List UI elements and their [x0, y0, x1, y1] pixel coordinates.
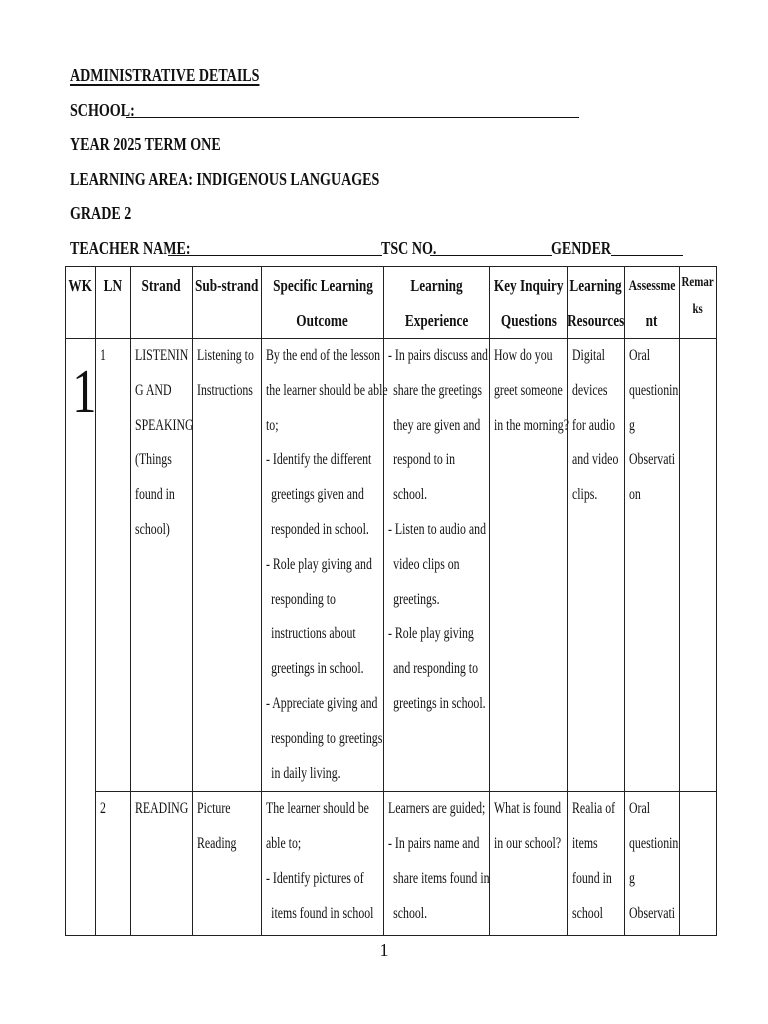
cell-line: school	[572, 904, 603, 922]
strand-cell	[131, 792, 193, 936]
cell-line: READING	[135, 800, 189, 818]
strand-cell	[131, 339, 193, 792]
cell-line: Observati	[629, 451, 676, 469]
tsc-label: TSC NO.	[381, 237, 437, 258]
header-substrand: Sub-strand	[193, 267, 262, 339]
cell-line: share items found in	[393, 869, 490, 887]
cell-line: Observati	[629, 904, 676, 922]
administrative-details	[70, 58, 730, 265]
week-cell	[66, 339, 96, 936]
cell-line: - Identify the different	[266, 451, 372, 469]
scheme-of-work-table	[65, 266, 717, 936]
remarks-cell	[680, 792, 717, 936]
cell-line: found in	[135, 486, 175, 504]
teacher-blank	[168, 241, 382, 256]
cell-line: - Identify pictures of	[266, 869, 364, 887]
cell-line: instructions about	[271, 625, 356, 643]
cell-line: Oral	[629, 347, 651, 364]
header-ln: LN	[96, 267, 131, 339]
cell-line: - Listen to audio and	[388, 520, 486, 538]
header-remarks: Remar ks	[680, 267, 717, 339]
table-row	[66, 339, 717, 792]
outcome-cell	[262, 339, 388, 792]
cell-line: g	[629, 869, 635, 887]
cell-line: By the end of the lesson	[266, 347, 381, 364]
header-outcome: Specific Learning Outcome	[262, 267, 384, 339]
resources-cell	[568, 792, 625, 936]
header-strand: Strand	[131, 267, 193, 339]
cell-line: responding to greetings	[271, 729, 383, 747]
header-wk: WK	[66, 267, 96, 339]
admin-title-line	[70, 58, 730, 93]
cell-line: they are given and	[393, 416, 481, 434]
header-questions: Key Inquiry Questions	[490, 267, 568, 339]
cell-line: video clips on	[393, 555, 460, 573]
cell-line: greetings in school.	[271, 660, 364, 678]
grade: GRADE 2	[70, 203, 132, 223]
cell-line: greetings.	[393, 590, 440, 608]
cell-line: devices	[572, 381, 608, 399]
cell-line: 1	[100, 347, 106, 364]
cell-line: clips.	[572, 486, 598, 504]
cell-line: responded in school.	[271, 520, 369, 538]
header-experience: Learning Experience	[384, 267, 490, 339]
cell-line: for audio	[572, 416, 616, 434]
cell-line: items found in school	[271, 904, 374, 922]
cell-line: Listening to	[197, 347, 254, 364]
cell-line: (Things	[135, 451, 172, 469]
assessment-cell	[625, 339, 680, 792]
header-resources: Learning Resources	[568, 267, 625, 339]
cell-line: school)	[135, 520, 170, 538]
grade-line	[70, 196, 730, 231]
substrand-cell	[193, 792, 262, 936]
assessment-cell	[625, 792, 680, 936]
questions-cell	[490, 792, 568, 936]
school-line	[70, 93, 730, 128]
cell-line: What is found	[494, 800, 562, 818]
learning-area-line	[70, 162, 730, 197]
cell-line: greetings in school.	[393, 694, 486, 712]
cell-line: - Role play giving and	[266, 555, 372, 573]
gender-label: GENDER	[551, 237, 612, 258]
cell-line: on	[629, 486, 641, 504]
teacher-line	[70, 231, 730, 266]
cell-line: LISTENIN	[135, 347, 189, 364]
cell-line: g	[629, 416, 635, 434]
school-blank	[126, 103, 579, 118]
cell-line: Picture	[197, 800, 231, 818]
cell-line: items	[572, 835, 598, 853]
outcome-cell	[262, 792, 384, 936]
page-number: 1	[379, 940, 389, 960]
experience-cell	[384, 792, 490, 936]
cell-line: - In pairs name and	[388, 835, 480, 853]
cell-line: The learner should be	[266, 800, 369, 818]
cell-line: Oral	[629, 800, 651, 818]
cell-line: Digital	[572, 347, 605, 364]
cell-line: in our school?	[494, 835, 562, 853]
cell-line: questionin	[629, 835, 679, 853]
year-term-line	[70, 127, 730, 162]
cell-line: Reading	[197, 835, 237, 853]
cell-line: 2	[100, 800, 106, 818]
cell-line: - Role play giving	[388, 625, 474, 643]
header-assessment: Assessme nt	[625, 267, 680, 339]
cell-line: share the greetings	[393, 381, 482, 399]
substrand-cell	[193, 339, 262, 792]
school-label: SCHOOL:	[70, 99, 135, 120]
cell-line: responding to	[271, 590, 336, 608]
cell-line: found in	[572, 869, 612, 887]
cell-line: greetings given and	[271, 486, 364, 504]
experience-cell	[384, 339, 490, 792]
cell-line: SPEAKING	[135, 416, 194, 434]
cell-line: greet someone	[494, 381, 563, 399]
cell-line: Instructions	[197, 381, 253, 399]
remarks-cell	[680, 339, 717, 792]
cell-line: Learners are guided;	[388, 800, 486, 818]
table-header-row	[66, 267, 717, 339]
week-number: 1	[72, 358, 97, 426]
ln-cell	[96, 792, 131, 936]
cell-line: in the morning?	[494, 416, 569, 434]
teacher-label: TEACHER NAME:	[70, 237, 191, 258]
table-row	[66, 792, 717, 936]
cell-line: Realia of	[572, 800, 616, 818]
gender-blank	[611, 241, 683, 256]
cell-line: able to;	[266, 835, 302, 853]
cell-line: - In pairs discuss and	[388, 347, 488, 364]
resources-cell	[568, 339, 625, 792]
cell-line: - Appreciate giving and	[266, 694, 378, 712]
learning-area: LEARNING AREA: INDIGENOUS LANGUAGES	[70, 168, 380, 189]
cell-line: respond to in	[393, 451, 456, 469]
cell-line: and video	[572, 451, 619, 469]
admin-title: ADMINISTRATIVE DETAILS	[70, 65, 260, 85]
tsc-blank	[430, 241, 552, 256]
year-term: YEAR 2025 TERM ONE	[70, 134, 221, 154]
cell-line: to;	[266, 416, 279, 434]
cell-line: school.	[393, 486, 428, 504]
cell-line: the learner should be able	[266, 381, 388, 399]
cell-line: school.	[393, 904, 428, 922]
ln-cell	[96, 339, 131, 792]
questions-cell	[490, 339, 568, 792]
cell-line: questionin	[629, 381, 679, 399]
cell-line: in daily living.	[271, 764, 341, 782]
cell-line: and responding to	[393, 660, 479, 678]
cell-line: G AND	[135, 381, 172, 399]
cell-line: How do you	[494, 347, 553, 364]
